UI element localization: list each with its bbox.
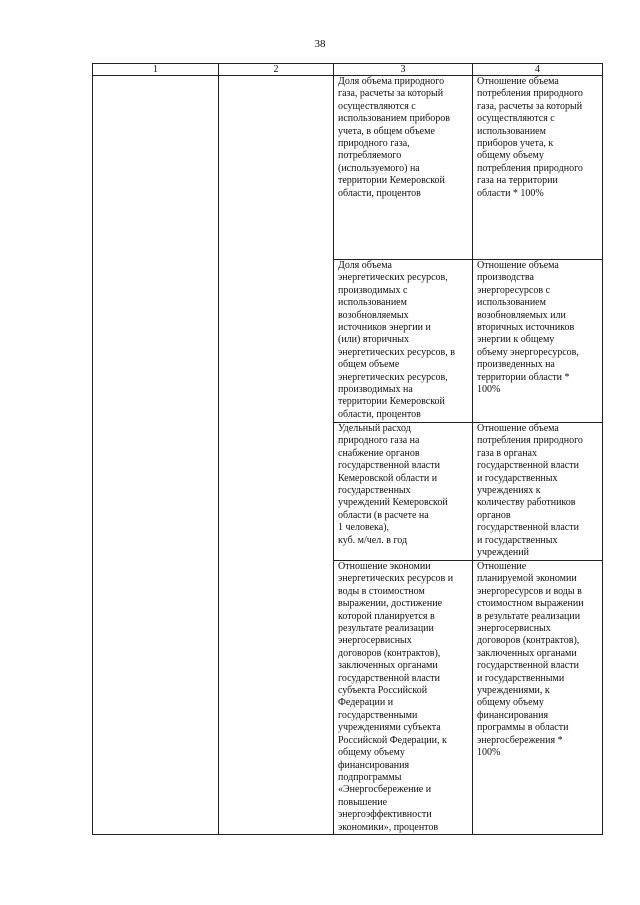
indicator-cell: [334, 260, 473, 423]
indicator-text: Удельный расход природного газа на снабжение органов государственной власти Кемеровской области и государственных учреждений Кемеровской области (в расчете на 1 человека), куб. м/чел. в год: [338, 423, 448, 546]
column-header-1: 1: [93, 64, 219, 76]
formula-text: Отношение объема потребления природного газа, расчеты за который осуществляются с использованием приборов учета, к общему объему потребления природного газа на территории области * 100%: [477, 76, 583, 199]
indicator-cell: [334, 76, 473, 260]
formula-cell: [473, 260, 603, 423]
column-header-2: 2: [219, 64, 334, 76]
column-1-cell: [93, 76, 219, 835]
indicator-cell: [334, 561, 473, 835]
indicator-text: Отношение экономии энергетических ресурсов и воды в стоимостном выражении, достижение которой планируется в результате реализации энергосервисных договоров (контрактов), заключенных органами государственной власти субъекта Российской Федерации и государственными учреждениями субъекта Российской Федерации, к общему объему финансирования подпрограммы «Энергосбережение и повышение энергоэффективности экономики», процентов: [338, 561, 454, 833]
page-number: 38: [314, 38, 326, 50]
formula-cell: [473, 76, 603, 260]
formula-text: Отношение объема потребления природного газа в органах государственной власти и государственных учреждениях к количеству работников органов государственной власти и государственных учреждений: [477, 423, 583, 559]
column-header-4: 4: [473, 64, 603, 76]
formula-cell: [473, 423, 603, 561]
indicator-cell: [334, 423, 473, 561]
formula-text: Отношение планируемой экономии энергоресурсов и воды в стоимостном выражении в результате реализации энергосервисных договоров (контрактов), заключенных органами государственной власти и государственными учреждениями, к общему объему финансирования программы в области энергосбережения * 100%: [477, 561, 584, 759]
indicator-text: Доля объема природного газа, расчеты за который осуществляются с использованием приборов учета, в общем объеме природного газа, потребляемого (используемого) на территории Кемеровской области, процентов: [338, 76, 450, 199]
table-header-row: [93, 64, 603, 76]
indicator-text: Доля объема энергетических ресурсов, производимых с использованием возобновляемых источников энергии и (или) вторичных энергетических ресурсов, в общем объеме энергетических ресурсов, производимых на территории Кемеровской области, процентов: [338, 260, 455, 420]
formula-cell: [473, 561, 603, 835]
indicators-table: [92, 63, 603, 835]
column-header-3: 3: [334, 64, 473, 76]
column-2-cell: [219, 76, 334, 835]
formula-text: Отношение объема производства энергоресурсов с использованием возобновляемых или вторичных источников энергии к общему объему энергоресурсов, произведенных на территории области * 100%: [477, 260, 579, 396]
table-row: [93, 76, 603, 260]
